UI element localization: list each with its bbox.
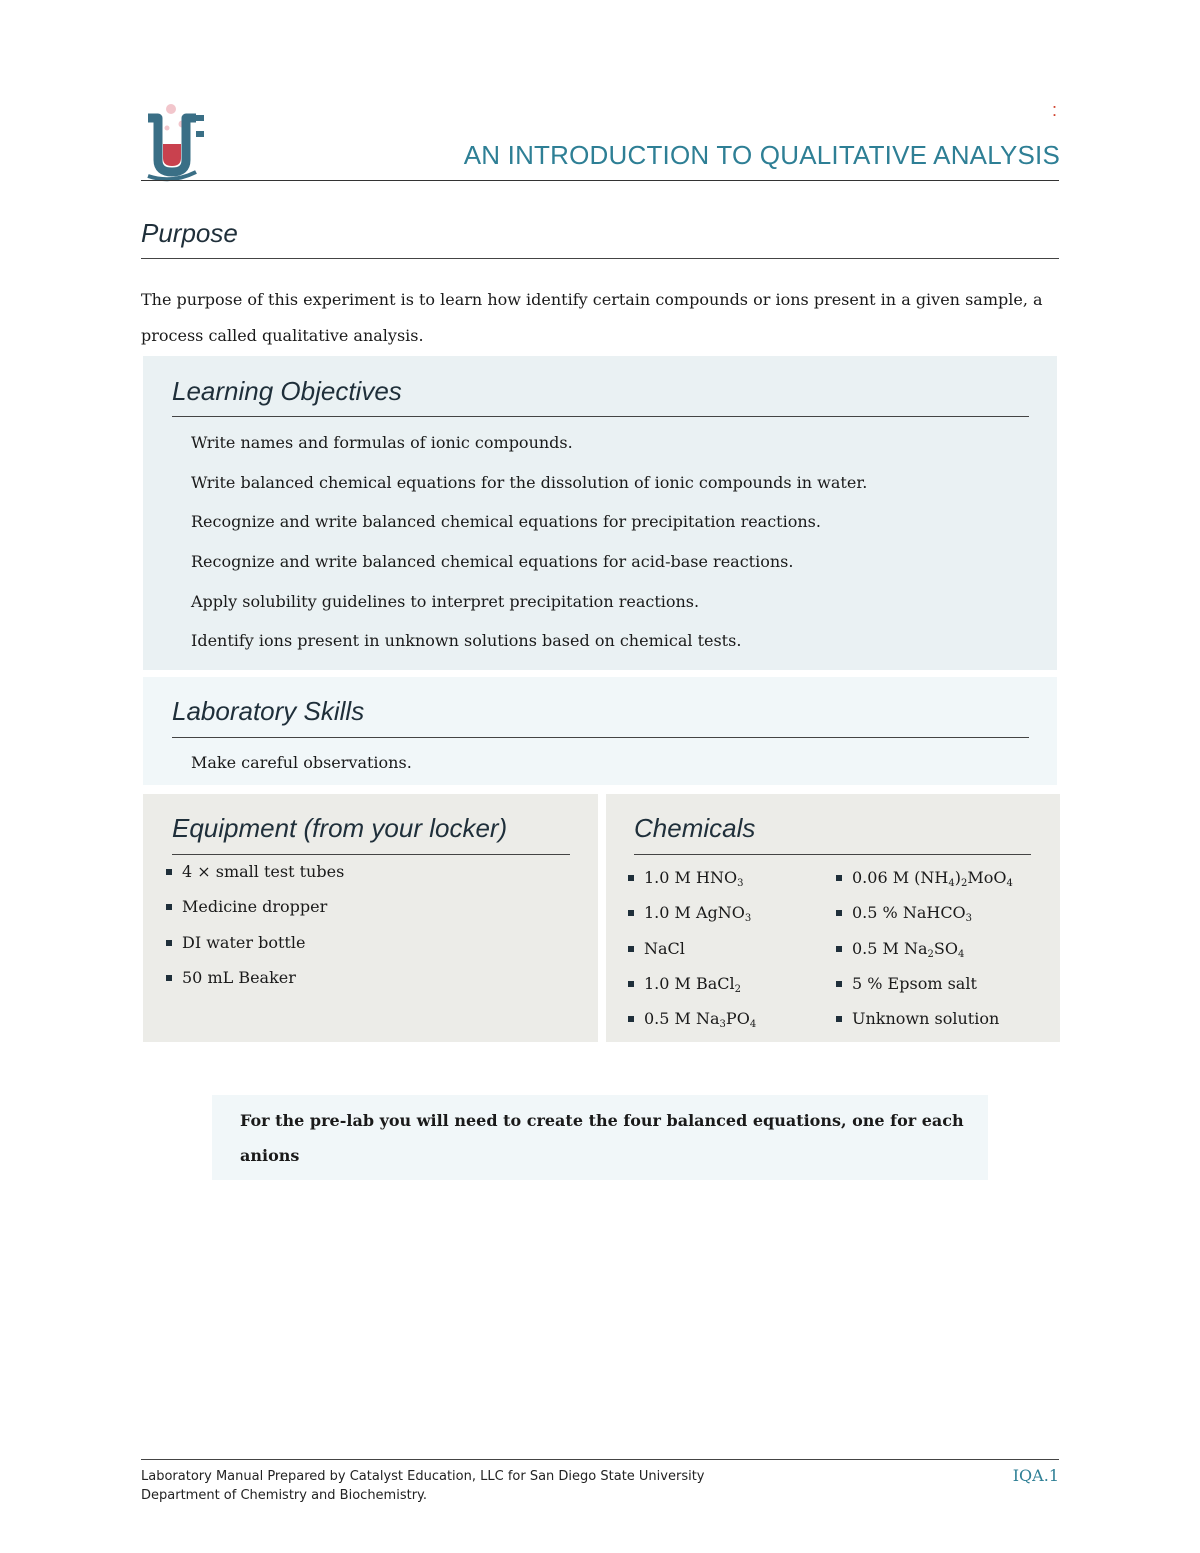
bullet-icon — [836, 1016, 842, 1022]
bullet-icon — [166, 975, 172, 981]
equipment-item: Medicine dropper — [166, 895, 344, 930]
chemical-item: 0.5 M $Na_3PO_4$ — [628, 1007, 756, 1042]
footer-credit: Laboratory Manual Prepared by Catalyst Education, LLC for San Diego State University — [141, 1469, 705, 1484]
equipment-item: 50 mL Beaker — [166, 966, 344, 1001]
laboratory-skills-divider — [172, 737, 1029, 738]
bullet-icon — [628, 946, 634, 952]
objective-item: Identify ions present in unknown solutions based on chemical tests. — [191, 631, 742, 651]
chemical-item: Unknown solution — [836, 1007, 1013, 1042]
laboratory-skills-heading: Laboratory Skills — [172, 696, 365, 726]
equipment-item: 4 × small test tubes — [166, 860, 344, 895]
bullet-icon — [836, 910, 842, 916]
laboratory-skills-list — [191, 751, 412, 775]
bullet-icon — [628, 981, 634, 987]
purpose-heading: Purpose — [141, 218, 238, 248]
bullet-icon — [166, 904, 172, 910]
objective-item: Write names and formulas of ionic compounds. — [191, 433, 573, 452]
purpose-divider — [141, 258, 1059, 259]
prelab-note-text: For the pre-lab you will need to create the four balanced equations, one for each anions — [240, 1111, 964, 1165]
chemical-item: 0.5 % NaHCO$_3$ — [836, 901, 1013, 936]
chemical-item: 1.0 M AgNO$_3$ — [628, 901, 756, 936]
bullet-icon — [836, 946, 842, 952]
equipment-item: DI water bottle — [166, 931, 344, 966]
learning-objectives-heading: Learning Objectives — [172, 376, 402, 406]
bullet-icon — [836, 875, 842, 881]
chemical-item: 1.0 M $HNO_3$ — [628, 866, 756, 901]
catalyst-logo — [144, 100, 210, 182]
bullet-icon — [628, 875, 634, 881]
purpose-paragraph: The purpose of this experiment is to learn how identify certain compounds or ions present in a given sample, a process called qualitative analysis. — [141, 290, 1043, 345]
page-number: IQA.1 — [1012, 1466, 1059, 1485]
bullet-icon — [628, 910, 634, 916]
chemical-item: 0.5 M $Na_2SO_4$ — [836, 937, 1013, 972]
objective-item: Recognize and write balanced chemical equations for precipitation reactions. — [191, 512, 821, 532]
bullet-icon — [628, 1016, 634, 1022]
chemical-item: NaCl — [628, 937, 756, 972]
footer-department: Department of Chemistry and Biochemistry. — [141, 1488, 428, 1503]
equipment-heading: Equipment (from your locker) — [172, 813, 508, 843]
learning-objectives-list — [191, 431, 867, 669]
header-mark: : — [1052, 100, 1058, 120]
bullet-icon — [836, 981, 842, 987]
chemical-item: 5 % Epsom salt — [836, 972, 1013, 1007]
bullet-icon — [166, 869, 172, 875]
equipment-divider — [172, 854, 570, 855]
objective-item: Apply solubility guidelines to interpret precipitation reactions. — [191, 591, 700, 611]
chemicals-list-right — [836, 866, 1013, 1042]
bullet-icon — [166, 940, 172, 946]
header-divider — [141, 180, 1059, 181]
chemicals-heading: Chemicals — [634, 813, 756, 843]
objective-item: Recognize and write balanced chemical equations for acid-base reactions. — [191, 552, 794, 572]
footer-divider — [141, 1459, 1059, 1460]
skill-item: Make careful observations. — [191, 753, 412, 772]
chemical-item: 0.06 M $(NH_4)_2MoO_4$ — [836, 866, 1013, 901]
learning-objectives-divider — [172, 416, 1029, 417]
equipment-list — [166, 860, 344, 1001]
objective-item: Write balanced chemical equations for the dissolution of ionic compounds in water. — [191, 472, 868, 492]
chemicals-divider — [634, 854, 1031, 855]
chemical-item: 1.0 M BaCl$_2$ — [628, 972, 756, 1007]
document-title: AN INTRODUCTION TO QUALITATIVE ANALYSIS — [463, 140, 1060, 170]
chemicals-list-left — [628, 866, 756, 1042]
